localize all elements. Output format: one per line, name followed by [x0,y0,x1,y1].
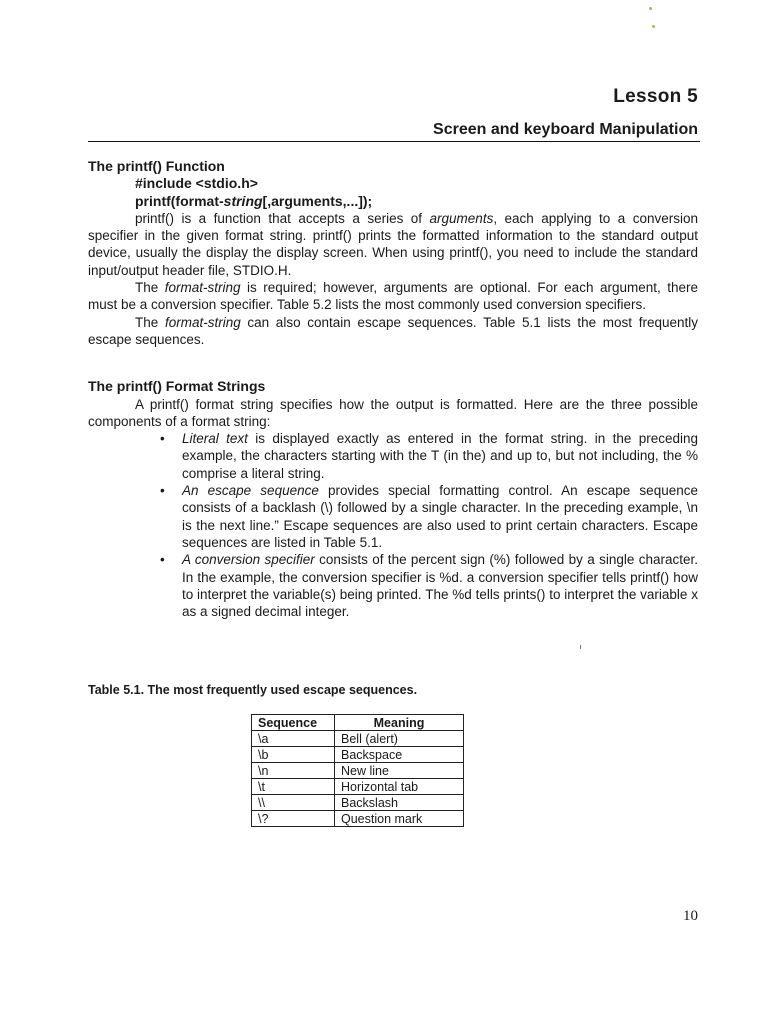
table-caption: Table 5.1. The most frequently used escape sequences. [88,683,418,697]
section-title-printf-function: The printf() Function [88,158,225,174]
header-rule [88,141,700,142]
code-prototype-line [88,193,698,210]
table-cell-sequence: \n [252,763,335,779]
lesson-title: Lesson 5 [613,86,698,107]
list-item-text: consists of the percent sign (%) followed by a single character. In the example, the conversion specifier is %d. a conversion specifier tells printf() how to interpret the variable(s) being printed. The %d tells prints() to interpret the variable x as a signed decimal integer. [182,552,698,620]
table-cell-meaning: Bell (alert) [335,731,464,747]
table-cell-meaning: Backspace [335,747,464,763]
list-item [160,482,698,551]
italic-term: format-string [164,280,241,296]
table-cell-meaning: Question mark [335,811,464,827]
format-components-list [88,430,698,620]
section-gap [88,348,698,378]
scan-mark [580,645,581,649]
bullet-icon: • [160,552,165,568]
table-cell-meaning: Backslash [335,795,464,811]
bullet-icon: • [160,483,165,499]
text-run: can also contain escape sequences. Table 5.1 lists the most frequently escape sequences. [88,314,699,347]
paragraph-format-string-required [88,279,698,314]
table-row [252,763,464,779]
bullet-icon: • [160,431,165,447]
text-run: , each applying to a conversion specifier in the given format string. printf() prints the formatted information to the standard output device, usually the display the display screen. When using printf(), you need to include the standard input/output header file, STDIO.H. [88,210,699,278]
text-run: is required; however, arguments are optional. For each argument, there must be a conversion specifier. Table 5.2 lists the most commonly used conversion specifiers. [88,280,699,313]
table-header-row [252,715,464,731]
list-item-term: A conversion specifier [182,552,315,568]
table-row [252,731,464,747]
table-header-sequence: Sequence [252,715,335,731]
lesson-subtitle: Screen and keyboard Manipulation [433,121,698,138]
table-cell-meaning: New line [335,763,464,779]
text-run: The [135,280,165,296]
table-cell-sequence: \t [252,779,335,795]
table-cell-sequence: \? [252,811,335,827]
table-cell-sequence: \b [252,747,335,763]
code-prototype-part: printf(format- [135,192,224,209]
table-row [252,779,464,795]
paragraph-escape-sequences [88,314,698,349]
table-row [252,747,464,763]
page-number: 10 [683,908,698,924]
body-text [88,158,698,620]
list-item-term: Literal text [182,431,248,447]
list-item [160,551,698,620]
text-run: printf() is a function that accepts a series of [135,210,430,226]
code-prototype-part: [,arguments,...]); [262,192,373,209]
paragraph-printf-description [88,210,698,279]
list-item-text: is displayed exactly as entered in the format string. in the preceding example, the characters starting with the T (in the) and up to, but not including, the % comprise a literal string. [182,431,698,481]
paragraph-format-string-intro: A printf() format string specifies how the output is formatted. Here are the three possible components of a format string: [88,396,698,429]
list-item-term: An escape sequence [182,483,319,499]
table-cell-meaning: Horizontal tab [335,779,464,795]
list-item [160,430,698,482]
section-title-format-strings: The printf() Format Strings [88,378,266,395]
scan-speck [652,25,655,28]
table-cell-sequence: \a [252,731,335,747]
text-run: The [135,314,165,330]
list-item-text: provides special formatting control. An escape sequence consists of a backlash (\) followed by a single character. In the preceding example, \n is the next line.” Escape sequences are also used to print certain characters. Escape sequences are listed in Table 5.1. [182,483,698,550]
scan-speck [649,7,652,10]
italic-term: arguments [429,210,494,226]
table-header-meaning: Meaning [335,715,464,731]
italic-term: format-string [164,314,241,330]
table-row [252,795,464,811]
escape-sequences-table [251,714,464,827]
code-prototype-italic: string [223,192,263,209]
table-row [252,811,464,827]
table-cell-sequence: \\ [252,795,335,811]
code-include-line: #include <stdio.h> [135,175,258,192]
